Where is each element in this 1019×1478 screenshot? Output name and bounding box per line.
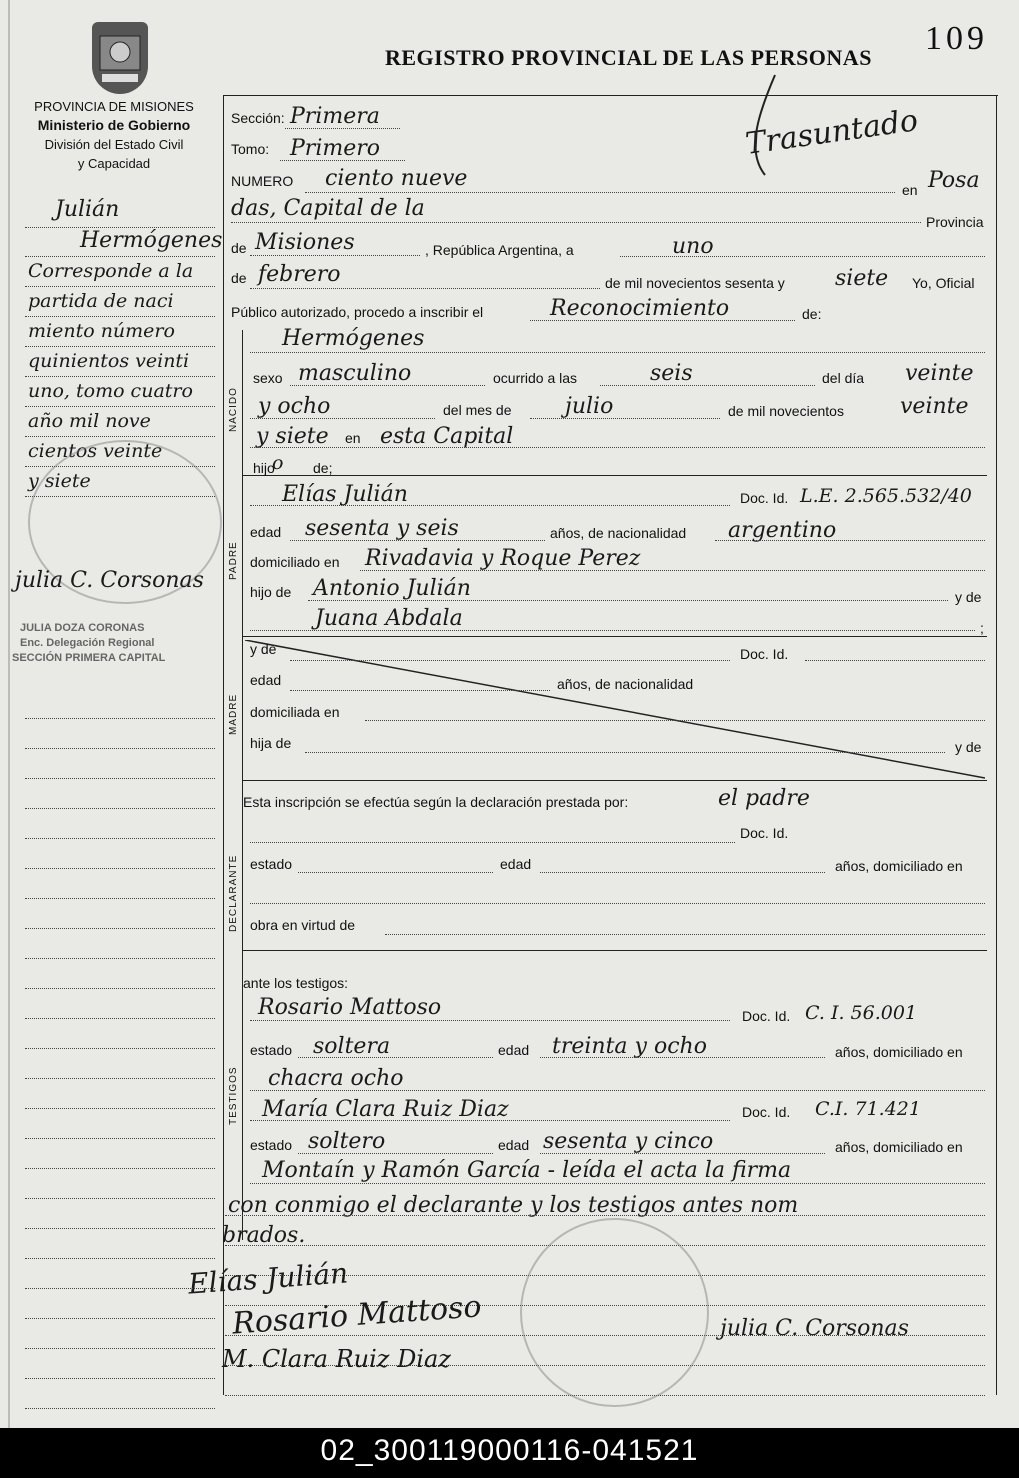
margin-note-line-5: miento número — [28, 320, 175, 342]
label-padre-dom: domiciliado en — [250, 554, 340, 570]
value-testigo2-edad: sesenta y cinco — [543, 1129, 714, 1154]
frame-top — [223, 95, 998, 96]
section-declarante: DECLARANTE — [228, 854, 239, 932]
value-sexo: masculino — [298, 361, 412, 386]
value-dia-nac: veinte — [905, 361, 974, 386]
label-de-prov: de — [231, 240, 247, 256]
margin-stamp-line-1: JULIA DOZA CORONAS — [20, 622, 145, 634]
label-t2-edad: edad — [498, 1137, 530, 1153]
value-closing1: con conmigo el declarante y los testigos antes nom — [228, 1193, 799, 1218]
margin-note-line-9: cientos veinte — [28, 440, 163, 462]
label-y-de: y de — [955, 589, 982, 605]
sep-nacido-padre — [242, 475, 987, 476]
value-padre-nombre: Elías Julián — [282, 482, 408, 507]
page-number: 109 — [925, 20, 988, 57]
label-ocurrido: ocurrido a las — [493, 370, 578, 386]
label-t1-edad: edad — [498, 1042, 530, 1058]
label-del-dia: del día — [822, 370, 865, 386]
corner-signature: Trasuntado — [743, 103, 921, 162]
value-padre-padre: Antonio Julián — [313, 576, 471, 601]
label-madre-nac: años, de nacionalidad — [557, 676, 694, 692]
value-testigo1: Rosario Mattoso — [258, 995, 442, 1020]
value-hijo-mark: o — [272, 452, 284, 474]
section-divider — [242, 330, 243, 1240]
label-madre-dom: domiciliada en — [250, 704, 340, 720]
label-decl-estado: estado — [250, 856, 293, 872]
header-division: División del Estado Civil — [44, 137, 184, 152]
margin-note-line-6: quinientos veinti — [28, 350, 190, 372]
value-declarante: el padre — [718, 786, 810, 811]
margin-note-line-3: Corresponde a la — [28, 260, 194, 282]
label-inscripcion: Esta inscripción se efectúa según la declaración prestada por: — [243, 794, 629, 810]
label-t2-doc: Doc. Id. — [742, 1104, 791, 1120]
margin-stamp-line-2: Enc. Delegación Regional — [20, 637, 155, 649]
value-numero: ciento nueve — [325, 166, 468, 191]
value-city-cont: das, Capital de la — [231, 196, 425, 221]
value-testigo2-doc: C.I. 71.421 — [815, 1098, 921, 1120]
section-testigos: TESTIGOS — [228, 1066, 239, 1125]
label-decl-edad: edad — [500, 856, 532, 872]
bottom-stamp-icon — [520, 1218, 709, 1407]
value-padre-nac: argentino — [728, 518, 837, 543]
sep-padre-madre — [242, 636, 987, 637]
value-mes: febrero — [258, 262, 341, 287]
signature-rosario: Rosario Mattoso — [231, 1289, 483, 1342]
value-dia: uno — [672, 234, 714, 259]
label-hijo: hijo — [253, 460, 275, 476]
signature-maria: M. Clara Ruiz Diaz — [222, 1345, 451, 1373]
value-dia-nac2: y ocho — [258, 394, 331, 419]
margin-note-line-2: Hermógenes — [80, 228, 223, 253]
label-de-mes: de — [231, 270, 247, 286]
label-hija-de: hija de — [250, 735, 292, 751]
value-padre-edad: sesenta y seis — [305, 516, 459, 541]
label-sexo: sexo — [253, 370, 283, 386]
binding-edge — [8, 0, 10, 1428]
provincial-seal-icon — [92, 22, 148, 94]
signature-official: julia C. Corsonas — [720, 1316, 909, 1341]
label-decl-anos-dom: años, domiciliado en — [835, 858, 963, 874]
label-t2-estado: estado — [250, 1137, 293, 1153]
label-de-semi: de; — [313, 460, 333, 476]
frame-left — [223, 95, 224, 1395]
label-provincia: Provincia — [926, 214, 984, 230]
footer-id: 02_300119000116-041521 — [0, 1428, 1019, 1478]
label-en-lugar: en — [345, 430, 361, 446]
frame-right — [996, 95, 997, 1395]
margin-note-line-8: año mil nove — [28, 410, 151, 432]
label-madre-y-de2: y de — [955, 739, 982, 755]
label-padre-edad: edad — [250, 524, 282, 540]
label-t1-doc: Doc. Id. — [742, 1008, 791, 1024]
label-madre-y-de: y de — [250, 641, 277, 657]
label-de-colon: de: — [802, 306, 822, 322]
madre-crossout — [245, 640, 985, 780]
value-anio-nac2: y siete — [256, 424, 329, 449]
sep-decl-test — [242, 950, 987, 951]
label-mil-nov-sesenta: de mil novecientos sesenta y — [605, 275, 785, 291]
label-yo-oficial: Yo, Oficial — [912, 275, 975, 291]
margin-note-line-4: partida de naci — [28, 290, 174, 312]
label-del-mes: del mes de — [443, 402, 512, 418]
value-city: Posa — [928, 168, 980, 193]
label-seccion: Sección: — [231, 110, 285, 126]
label-numero: NUMERO — [231, 173, 294, 189]
document-title: REGISTRO PROVINCIAL DE LAS PERSONAS — [385, 45, 872, 70]
label-tomo: Tomo: — [231, 141, 270, 157]
label-madre-doc: Doc. Id. — [740, 646, 789, 662]
label-padre-nac: años, de nacionalidad — [550, 525, 687, 541]
signature-elias: Elías Julián — [187, 1256, 350, 1301]
label-obra: obra en virtud de — [250, 917, 356, 933]
corner-flourish — [735, 70, 795, 180]
margin-stamp-line-3: SECCIÓN PRIMERA CAPITAL — [12, 652, 166, 664]
value-nombre: Hermógenes — [282, 326, 425, 351]
section-nacido: NACIDO — [228, 387, 239, 432]
value-acto: Reconocimiento — [550, 296, 730, 321]
value-padre-madre: Juana Abdala — [315, 606, 463, 631]
header-province: PROVINCIA DE MISIONES — [34, 99, 194, 114]
value-anio-nac: veinte — [900, 394, 969, 419]
value-testigo1-doc: C. I. 56.001 — [805, 1002, 918, 1024]
label-padre-doc: Doc. Id. — [740, 490, 789, 506]
header-ministry: Ministerio de Gobierno — [37, 117, 191, 133]
value-provincia: Misiones — [255, 230, 355, 255]
label-ante: ante los testigos: — [243, 975, 349, 991]
value-padre-dom: Rivadavia y Roque Perez — [365, 546, 641, 571]
margin-note-line-1: Julián — [55, 197, 120, 222]
value-anio: siete — [835, 266, 889, 291]
value-lugar: esta Capital — [380, 424, 514, 449]
value-tomo: Primero — [290, 136, 380, 161]
value-testigo1-edad: treinta y ocho — [552, 1034, 707, 1059]
label-en: en — [902, 182, 918, 198]
label-republica: , República Argentina, a — [425, 242, 574, 258]
value-mes-nac: julio — [565, 394, 614, 419]
label-hijo-de: hijo de — [250, 584, 292, 600]
section-padre: PADRE — [228, 541, 239, 580]
value-testigo2-estado: soltero — [308, 1129, 386, 1154]
header-capacity: y Capacidad — [77, 156, 151, 171]
label-decl-doc: Doc. Id. — [740, 825, 789, 841]
label-t2-anos-dom: años, domiciliado en — [835, 1139, 963, 1155]
value-closing2: brados. — [222, 1223, 306, 1248]
margin-signature: julia C. Corsonas — [15, 568, 204, 593]
label-semicolon: ; — [980, 620, 984, 636]
label-mil-nov: de mil novecientos — [728, 403, 844, 419]
value-hora: seis — [650, 361, 693, 386]
margin-note-line-7: uno, tomo cuatro — [28, 380, 193, 402]
sep-madre-decl — [242, 780, 987, 781]
label-t1-anos-dom: años, domiciliado en — [835, 1044, 963, 1060]
margin-note-line-10: y siete — [28, 470, 91, 492]
value-seccion: Primera — [290, 104, 380, 129]
value-padre-doc: L.E. 2.565.532/40 — [800, 485, 972, 507]
section-madre: MADRE — [228, 693, 239, 735]
value-testigo1-dom: chacra ocho — [268, 1066, 404, 1091]
value-testigo1-estado: soltera — [313, 1034, 391, 1059]
value-testigo2: María Clara Ruiz Diaz — [262, 1097, 509, 1122]
label-madre-edad: edad — [250, 672, 282, 688]
value-testigo2-dom: Montaín y Ramón García - leída el acta la firma — [262, 1158, 792, 1183]
label-t1-estado: estado — [250, 1042, 293, 1058]
label-publico: Público autorizado, procedo a inscribir el — [231, 304, 484, 320]
